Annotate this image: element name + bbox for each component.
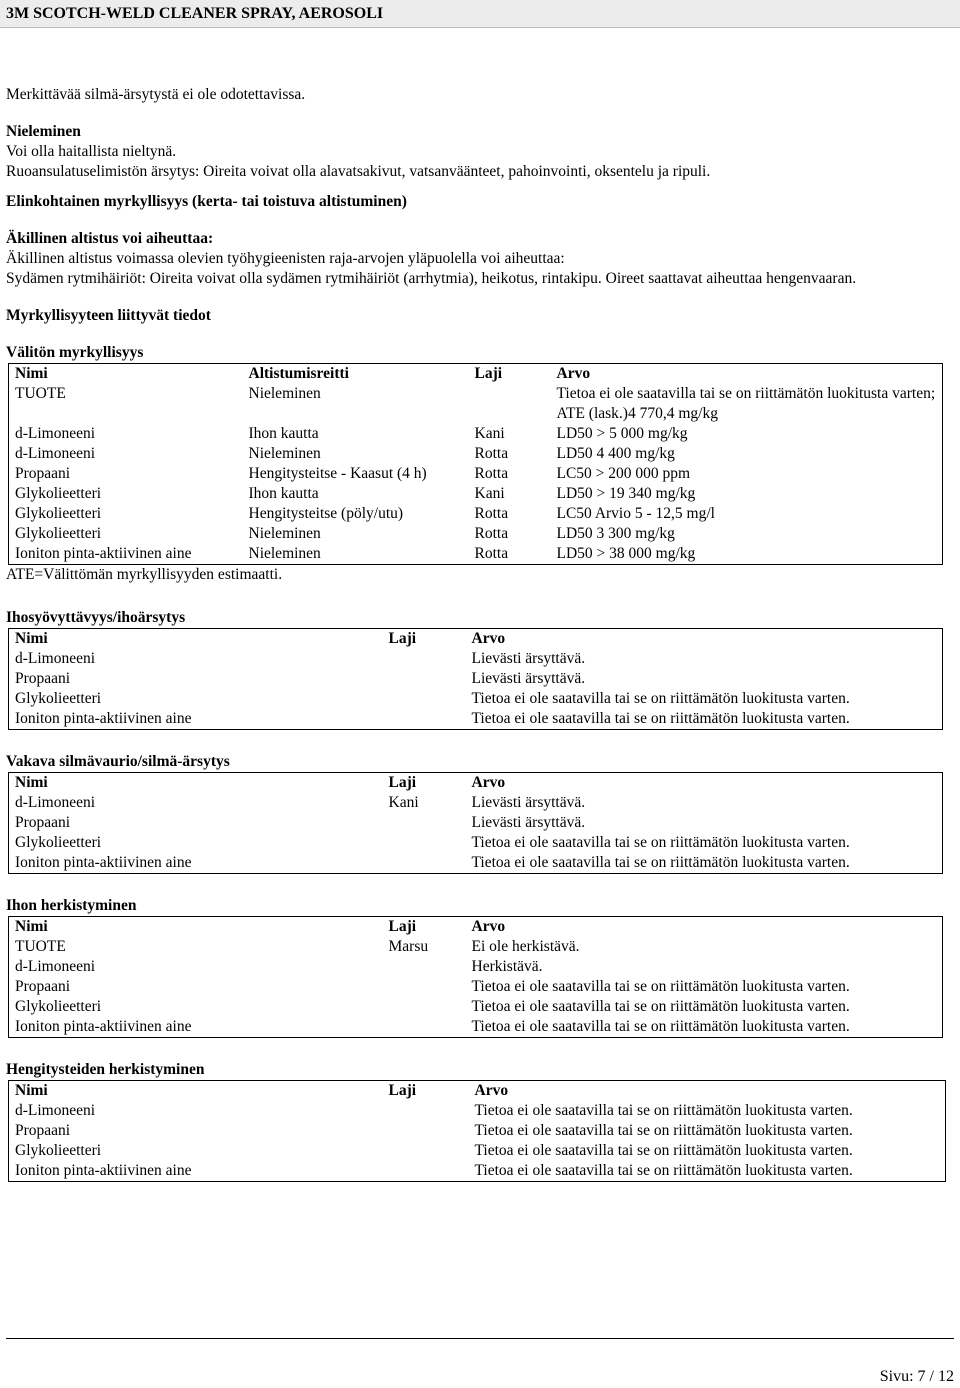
document-title: 3M SCOTCH-WELD CLEANER SPRAY, AEROSOLI xyxy=(6,5,384,22)
respiratory-sensitization-heading: Hengitysteiden herkistyminen xyxy=(6,1060,205,1078)
column-header-species: Laji xyxy=(388,773,417,791)
acute-toxicity-heading: Välitön myrkyllisyys xyxy=(6,344,144,362)
table-row xyxy=(9,689,943,709)
table-row xyxy=(9,484,943,504)
table-row xyxy=(9,709,943,730)
cell-value: Tietoa ei ole saatavilla tai se on riittämätön luokitusta varten. xyxy=(471,997,850,1015)
table-row xyxy=(9,1121,946,1141)
column-header-name: Nimi xyxy=(15,917,48,935)
cell-value: LD50 3 300 mg/kg xyxy=(556,525,675,543)
respiratory-sensitization-table xyxy=(8,1080,946,1182)
cell-name: TUOTE xyxy=(15,385,66,403)
eye-irritation-line: Merkittävää silmä-ärsytystä ei ole odotettavissa. xyxy=(6,86,306,103)
acute-toxicity-table xyxy=(8,363,943,565)
toxicology-heading: Myrkyllisyyteen liittyvät tiedot xyxy=(6,307,211,325)
cell-species xyxy=(383,709,466,730)
cell-name: d-Limoneeni xyxy=(15,445,96,463)
table-row xyxy=(9,997,943,1017)
cell-name: d-Limoneeni xyxy=(15,425,96,443)
footer-divider xyxy=(6,1338,954,1339)
table-row xyxy=(9,524,943,544)
eye-damage-table xyxy=(8,772,943,874)
table-row xyxy=(9,424,943,444)
cell-name: Glykolieetteri xyxy=(15,505,102,523)
skin-sensitization-heading: Ihon herkistyminen xyxy=(6,896,137,914)
cell-value: Tietoa ei ole saatavilla tai se on riittämätön luokitusta varten. xyxy=(474,1102,853,1120)
cell-value: Tietoa ei ole saatavilla tai se on riittämätön luokitusta varten. xyxy=(474,1142,853,1160)
organ-toxicity-heading: Elinkohtainen myrkyllisyys (kerta- tai toistuva altistuminen) xyxy=(6,192,407,210)
table-row xyxy=(9,1017,943,1038)
skin-corrosion-heading: Ihosyövyttävyys/ihoärsytys xyxy=(6,608,186,626)
table-row xyxy=(9,937,943,957)
cell-value: LC50 Arvio 5 - 12,5 mg/l xyxy=(556,505,715,523)
cell-value: Ei ole herkistävä. xyxy=(471,937,580,955)
cell-species: Rotta xyxy=(474,545,509,563)
cell-value: Lievästi ärsyttävä. xyxy=(471,649,586,667)
cell-value: Herkistävä. xyxy=(471,957,543,975)
cell-species xyxy=(383,1017,466,1038)
cell-value: Tietoa ei ole saatavilla tai se on riittämätön luokitusta varten. xyxy=(471,833,850,851)
column-header-value: Arvo xyxy=(471,917,506,935)
cell-name: Propaani xyxy=(15,977,71,995)
table-row xyxy=(9,957,943,977)
cell-route: Nieleminen xyxy=(248,445,321,463)
table-row xyxy=(9,544,943,565)
table-header-row xyxy=(9,628,943,649)
cell-value: LD50 > 38 000 mg/kg xyxy=(556,545,696,563)
cell-species xyxy=(383,1141,469,1161)
cell-name: Glykolieetteri xyxy=(15,833,102,851)
cell-species xyxy=(383,669,466,689)
cell-value: LD50 4 400 mg/kg xyxy=(556,445,675,463)
table-row xyxy=(9,504,943,524)
cell-value: Tietoa ei ole saatavilla tai se on riittämätön luokitusta varten. xyxy=(471,709,850,727)
cell-route: Ihon kautta xyxy=(248,425,319,443)
cell-value: Tietoa ei ole saatavilla tai se on riittämätön luokitusta varten. xyxy=(474,1122,853,1140)
column-header-value: Arvo xyxy=(471,629,506,647)
cell-route: Nieleminen xyxy=(248,545,321,563)
cell-species: Kani xyxy=(388,793,419,811)
ingestion-heading: Nieleminen xyxy=(6,123,81,141)
table-row xyxy=(9,649,943,669)
cell-species: Rotta xyxy=(474,525,509,543)
cell-value: LD50 > 19 340 mg/kg xyxy=(556,485,696,503)
table-row xyxy=(9,464,943,484)
table-row xyxy=(9,384,943,424)
cell-value: LD50 > 5 000 mg/kg xyxy=(556,425,688,443)
cell-species xyxy=(383,1101,469,1121)
skin-corrosion-table xyxy=(8,628,943,730)
cell-name: Ioniton pinta-aktiivinen aine xyxy=(15,545,192,563)
acute-exposure-heading: Äkillinen altistus voi aiheuttaa: xyxy=(6,229,214,247)
cell-value: Tietoa ei ole saatavilla tai se on riittämätön luokitusta varten. xyxy=(471,689,850,707)
cell-species xyxy=(383,957,466,977)
column-header-value: Arvo xyxy=(474,1082,509,1100)
cell-species xyxy=(383,997,466,1017)
column-header-name: Nimi xyxy=(15,629,48,647)
column-header-species: Laji xyxy=(388,629,417,647)
table-header-row xyxy=(9,916,943,937)
cell-species xyxy=(383,1161,469,1182)
cell-value: Lievästi ärsyttävä. xyxy=(471,793,586,811)
cell-species xyxy=(469,384,551,424)
cell-value: Tietoa ei ole saatavilla tai se on riittämätön luokitusta varten. xyxy=(471,977,850,995)
document-header xyxy=(0,0,960,28)
cell-name: d-Limoneeni xyxy=(15,649,96,667)
cell-species xyxy=(383,833,466,853)
ate-note: ATE=Välittömän myrkyllisyyden estimaatti. xyxy=(6,566,283,584)
acute-exposure-line-1: Äkillinen altistus voimassa olevien työhygieenisten raja-arvojen yläpuolella voi aiheuttaa: xyxy=(6,249,565,267)
column-header-name: Nimi xyxy=(15,773,48,791)
cell-species xyxy=(383,977,466,997)
column-header-species: Laji xyxy=(388,917,417,935)
cell-name: TUOTE xyxy=(15,937,66,955)
cell-species xyxy=(383,1121,469,1141)
table-row xyxy=(9,833,943,853)
cell-name: d-Limoneeni xyxy=(15,1102,96,1120)
cell-name: Glykolieetteri xyxy=(15,689,102,707)
cell-species: Rotta xyxy=(474,465,509,483)
table-header-row xyxy=(9,772,943,793)
table-row xyxy=(9,793,943,813)
cell-name: Ioniton pinta-aktiivinen aine xyxy=(15,1017,192,1035)
cell-name: Glykolieetteri xyxy=(15,485,102,503)
cell-name: d-Limoneeni xyxy=(15,957,96,975)
column-header-value: Arvo xyxy=(471,773,506,791)
cell-value: Lievästi ärsyttävä. xyxy=(471,813,586,831)
cell-value: LC50 > 200 000 ppm xyxy=(556,465,691,483)
table-header-row xyxy=(9,364,943,385)
cell-route: Hengitysteitse - Kaasut (4 h) xyxy=(248,465,427,483)
cell-name: Glykolieetteri xyxy=(15,525,102,543)
acute-exposure-line-2: Sydämen rytmihäiriöt: Oireita voivat olla sydämen rytmihäiriöt (arrhytmia), heikotus, rintakipu. Oireet saattavat aiheuttaa hengenvaaran. xyxy=(6,269,857,287)
column-header-species: Laji xyxy=(388,1082,417,1100)
cell-route: Nieleminen xyxy=(248,525,321,543)
table-row xyxy=(9,977,943,997)
table-row xyxy=(9,669,943,689)
cell-name: d-Limoneeni xyxy=(15,793,96,811)
column-header-name: Nimi xyxy=(15,1082,48,1100)
cell-name: Glykolieetteri xyxy=(15,997,102,1015)
cell-route: Nieleminen xyxy=(248,385,321,403)
cell-species: Rotta xyxy=(474,505,509,523)
table-row xyxy=(9,853,943,874)
cell-route: Ihon kautta xyxy=(248,485,319,503)
table-row xyxy=(9,1101,946,1121)
cell-name: Ioniton pinta-aktiivinen aine xyxy=(15,1162,192,1180)
cell-species xyxy=(383,813,466,833)
column-header-value: Arvo xyxy=(556,365,591,383)
column-header-route: Altistumisreitti xyxy=(248,365,349,383)
column-header-name: Nimi xyxy=(15,365,48,383)
page-number: Sivu: 7 / 12 xyxy=(879,1368,954,1385)
cell-value: Lievästi ärsyttävä. xyxy=(471,669,586,687)
cell-name: Propaani xyxy=(15,465,71,483)
table-header-row xyxy=(9,1081,946,1102)
cell-value: Tietoa ei ole saatavilla tai se on riittämätön luokitusta varten. xyxy=(471,853,850,871)
skin-sensitization-table xyxy=(8,916,943,1038)
cell-species: Kani xyxy=(474,425,505,443)
cell-value: Tietoa ei ole saatavilla tai se on riittämätön luokitusta varten. xyxy=(474,1162,853,1180)
table-row xyxy=(9,1141,946,1161)
table-row xyxy=(9,1161,946,1182)
cell-species: Marsu xyxy=(388,937,429,955)
cell-species xyxy=(383,689,466,709)
cell-species xyxy=(383,649,466,669)
cell-species: Kani xyxy=(474,485,505,503)
page-content xyxy=(6,85,954,1182)
cell-species xyxy=(383,853,466,874)
cell-name: Propaani xyxy=(15,669,71,687)
table-row xyxy=(9,444,943,464)
ingestion-line-2: Ruoansulatuselimistön ärsytys: Oireita voivat olla alavatsakivut, vatsanväänteet, pahoinvointi, oksentelu ja ripuli. xyxy=(6,163,711,181)
cell-species: Rotta xyxy=(474,445,509,463)
cell-name: Propaani xyxy=(15,1122,71,1140)
cell-value: Tietoa ei ole saatavilla tai se on riittämätön luokitusta varten. xyxy=(471,1017,850,1035)
cell-name: Ioniton pinta-aktiivinen aine xyxy=(15,709,192,727)
cell-route: Hengitysteitse (pöly/utu) xyxy=(248,505,404,523)
cell-name: Ioniton pinta-aktiivinen aine xyxy=(15,853,192,871)
cell-value: Tietoa ei ole saatavilla tai se on riittämätön luokitusta varten; ATE (lask.)4 770,4 mg/kg xyxy=(556,385,936,423)
cell-name: Glykolieetteri xyxy=(15,1142,102,1160)
table-row xyxy=(9,813,943,833)
eye-damage-heading: Vakava silmävaurio/silmä-ärsytys xyxy=(6,752,230,770)
ingestion-line-1: Voi olla haitallista nieltynä. xyxy=(6,143,177,161)
column-header-species: Laji xyxy=(474,365,503,383)
cell-name: Propaani xyxy=(15,813,71,831)
